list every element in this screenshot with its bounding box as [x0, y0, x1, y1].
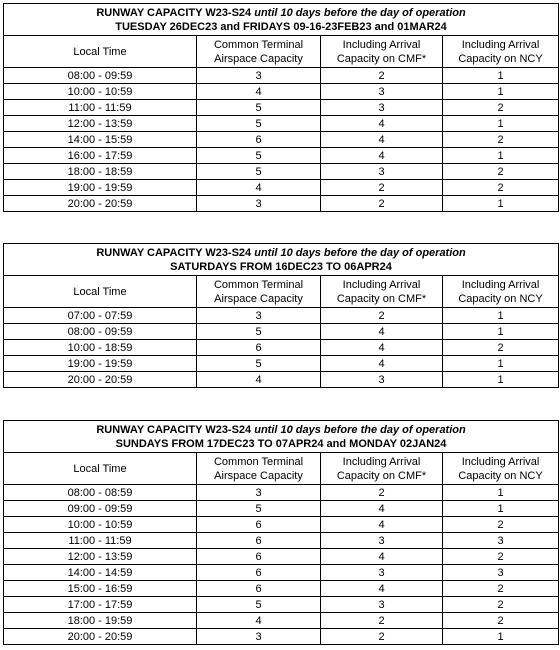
cell-local-time: 08:00 - 08:59 [4, 485, 197, 501]
cell-local-time: 08:00 - 09:59 [4, 68, 197, 84]
cell-local-time: 11:00 - 11:59 [4, 533, 197, 549]
cell-local-time: 18:00 - 18:59 [4, 164, 197, 180]
cell-ncy-capacity: 1 [443, 68, 559, 84]
cell-local-time: 19:00 - 19:59 [4, 356, 197, 372]
cell-ncy-capacity: 2 [443, 340, 559, 356]
table-row [4, 629, 559, 645]
table-row [4, 581, 559, 597]
cell-common-capacity: 6 [197, 132, 321, 148]
table-row [4, 517, 559, 533]
cell-ncy-capacity: 2 [443, 517, 559, 533]
table-row [4, 613, 559, 629]
cell-cmf-capacity: 2 [321, 308, 443, 324]
cell-common-capacity: 5 [197, 100, 321, 116]
cell-common-capacity: 4 [197, 613, 321, 629]
cell-common-capacity: 6 [197, 533, 321, 549]
cell-local-time: 15:00 - 16:59 [4, 581, 197, 597]
cell-ncy-capacity: 1 [443, 356, 559, 372]
cell-local-time: 12:00 - 13:59 [4, 116, 197, 132]
cell-cmf-capacity: 2 [321, 613, 443, 629]
title-main: RUNWAY CAPACITY W23-S24 [96, 246, 252, 259]
title-main: RUNWAY CAPACITY W23-S24 [96, 6, 252, 19]
cell-cmf-capacity: 4 [321, 356, 443, 372]
title-italic: until 10 days before the day of operation [254, 6, 466, 19]
cell-common-capacity: 5 [197, 356, 321, 372]
cell-cmf-capacity: 3 [321, 100, 443, 116]
table-row [4, 68, 559, 84]
table-title [4, 4, 559, 36]
cell-common-capacity: 5 [197, 116, 321, 132]
cell-cmf-capacity: 2 [321, 196, 443, 212]
header-ncy-capacity: Including Arrival Capacity on NCY [443, 453, 559, 485]
cell-ncy-capacity: 1 [443, 324, 559, 340]
table-row [4, 84, 559, 100]
cell-local-time: 19:00 - 19:59 [4, 180, 197, 196]
cell-cmf-capacity: 4 [321, 148, 443, 164]
table-row [4, 132, 559, 148]
cell-cmf-capacity: 4 [321, 549, 443, 565]
cell-ncy-capacity: 2 [443, 180, 559, 196]
table-row [4, 100, 559, 116]
cell-local-time: 08:00 - 09:59 [4, 324, 197, 340]
table-row [4, 164, 559, 180]
cell-common-capacity: 3 [197, 485, 321, 501]
header-local-time: Local Time [4, 276, 197, 308]
cell-cmf-capacity: 2 [321, 180, 443, 196]
cell-ncy-capacity: 1 [443, 148, 559, 164]
table-row [4, 308, 559, 324]
table-body [4, 308, 559, 388]
cell-local-time: 20:00 - 20:59 [4, 196, 197, 212]
table-row [4, 180, 559, 196]
title-subtitle: SUNDAYS FROM 17DEC23 TO 07APR24 and MONDAY 02JAN24 [115, 437, 447, 450]
cell-common-capacity: 5 [197, 597, 321, 613]
header-cmf-capacity: Including Arrival Capacity on CMF* [321, 36, 443, 68]
header-common-capacity: Common Terminal Airspace Capacity [197, 36, 321, 68]
header-ncy-capacity: Including Arrival Capacity on NCY [443, 276, 559, 308]
cell-local-time: 17:00 - 17:59 [4, 597, 197, 613]
cell-ncy-capacity: 2 [443, 132, 559, 148]
cell-cmf-capacity: 3 [321, 533, 443, 549]
header-common-capacity: Common Terminal Airspace Capacity [197, 276, 321, 308]
cell-cmf-capacity: 3 [321, 565, 443, 581]
cell-local-time: 14:00 - 15:59 [4, 132, 197, 148]
cell-local-time: 11:00 - 11:59 [4, 100, 197, 116]
capacity-table-weekday [3, 3, 559, 212]
cell-common-capacity: 6 [197, 549, 321, 565]
header-common-capacity: Common Terminal Airspace Capacity [197, 453, 321, 485]
cell-common-capacity: 6 [197, 517, 321, 533]
cell-local-time: 20:00 - 20:59 [4, 372, 197, 388]
cell-cmf-capacity: 3 [321, 372, 443, 388]
cell-common-capacity: 6 [197, 565, 321, 581]
table-row [4, 501, 559, 517]
cell-ncy-capacity: 2 [443, 100, 559, 116]
table-row [4, 116, 559, 132]
table-row [4, 148, 559, 164]
cell-ncy-capacity: 1 [443, 372, 559, 388]
title-italic: until 10 days before the day of operation [254, 423, 466, 436]
cell-common-capacity: 4 [197, 180, 321, 196]
cell-cmf-capacity: 4 [321, 116, 443, 132]
cell-ncy-capacity: 2 [443, 597, 559, 613]
cell-cmf-capacity: 2 [321, 68, 443, 84]
header-cmf-capacity: Including Arrival Capacity on CMF* [321, 276, 443, 308]
cell-common-capacity: 3 [197, 629, 321, 645]
cell-common-capacity: 5 [197, 148, 321, 164]
table-row [4, 485, 559, 501]
cell-ncy-capacity: 1 [443, 84, 559, 100]
cell-ncy-capacity: 2 [443, 613, 559, 629]
cell-common-capacity: 5 [197, 501, 321, 517]
table-body [4, 485, 559, 645]
title-main: RUNWAY CAPACITY W23-S24 [96, 423, 252, 436]
cell-local-time: 16:00 - 17:59 [4, 148, 197, 164]
table-row [4, 372, 559, 388]
cell-common-capacity: 4 [197, 84, 321, 100]
cell-local-time: 10:00 - 18:59 [4, 340, 197, 356]
cell-local-time: 20:00 - 20:59 [4, 629, 197, 645]
table-row [4, 597, 559, 613]
cell-ncy-capacity: 1 [443, 196, 559, 212]
table-body [4, 68, 559, 212]
cell-common-capacity: 3 [197, 308, 321, 324]
title-subtitle: TUESDAY 26DEC23 and FRIDAYS 09-16-23FEB23 and 01MAR24 [115, 20, 447, 33]
capacity-table-saturday [3, 243, 559, 388]
table-row [4, 324, 559, 340]
cell-ncy-capacity: 1 [443, 501, 559, 517]
cell-local-time: 12:00 - 13:59 [4, 549, 197, 565]
cell-ncy-capacity: 2 [443, 549, 559, 565]
cell-common-capacity: 4 [197, 372, 321, 388]
table-row [4, 196, 559, 212]
cell-cmf-capacity: 3 [321, 164, 443, 180]
header-ncy-capacity: Including Arrival Capacity on NCY [443, 36, 559, 68]
table-row [4, 565, 559, 581]
cell-cmf-capacity: 2 [321, 485, 443, 501]
cell-cmf-capacity: 3 [321, 84, 443, 100]
cell-local-time: 07:00 - 07:59 [4, 308, 197, 324]
cell-cmf-capacity: 4 [321, 517, 443, 533]
table-row [4, 533, 559, 549]
cell-ncy-capacity: 3 [443, 565, 559, 581]
header-cmf-capacity: Including Arrival Capacity on CMF* [321, 453, 443, 485]
table-title [4, 244, 559, 276]
cell-local-time: 14:00 - 14:59 [4, 565, 197, 581]
cell-common-capacity: 5 [197, 164, 321, 180]
cell-ncy-capacity: 2 [443, 164, 559, 180]
table-row [4, 356, 559, 372]
cell-ncy-capacity: 1 [443, 308, 559, 324]
cell-ncy-capacity: 1 [443, 485, 559, 501]
cell-cmf-capacity: 2 [321, 629, 443, 645]
cell-ncy-capacity: 3 [443, 533, 559, 549]
cell-cmf-capacity: 4 [321, 132, 443, 148]
cell-local-time: 09:00 - 09:59 [4, 501, 197, 517]
cell-common-capacity: 6 [197, 340, 321, 356]
title-subtitle: SATURDAYS FROM 16DEC23 TO 06APR24 [170, 260, 392, 273]
header-local-time: Local Time [4, 36, 197, 68]
capacity-table-sunday [3, 420, 559, 645]
table-title [4, 421, 559, 453]
cell-local-time: 18:00 - 19:59 [4, 613, 197, 629]
cell-common-capacity: 3 [197, 196, 321, 212]
cell-ncy-capacity: 1 [443, 116, 559, 132]
cell-common-capacity: 6 [197, 581, 321, 597]
table-row [4, 340, 559, 356]
cell-common-capacity: 5 [197, 324, 321, 340]
title-italic: until 10 days before the day of operation [254, 246, 466, 259]
cell-local-time: 10:00 - 10:59 [4, 84, 197, 100]
cell-cmf-capacity: 4 [321, 501, 443, 517]
cell-local-time: 10:00 - 10:59 [4, 517, 197, 533]
cell-cmf-capacity: 3 [321, 597, 443, 613]
cell-cmf-capacity: 4 [321, 581, 443, 597]
cell-cmf-capacity: 4 [321, 340, 443, 356]
cell-cmf-capacity: 4 [321, 324, 443, 340]
table-row [4, 549, 559, 565]
cell-ncy-capacity: 1 [443, 629, 559, 645]
header-local-time: Local Time [4, 453, 197, 485]
cell-common-capacity: 3 [197, 68, 321, 84]
cell-ncy-capacity: 2 [443, 581, 559, 597]
